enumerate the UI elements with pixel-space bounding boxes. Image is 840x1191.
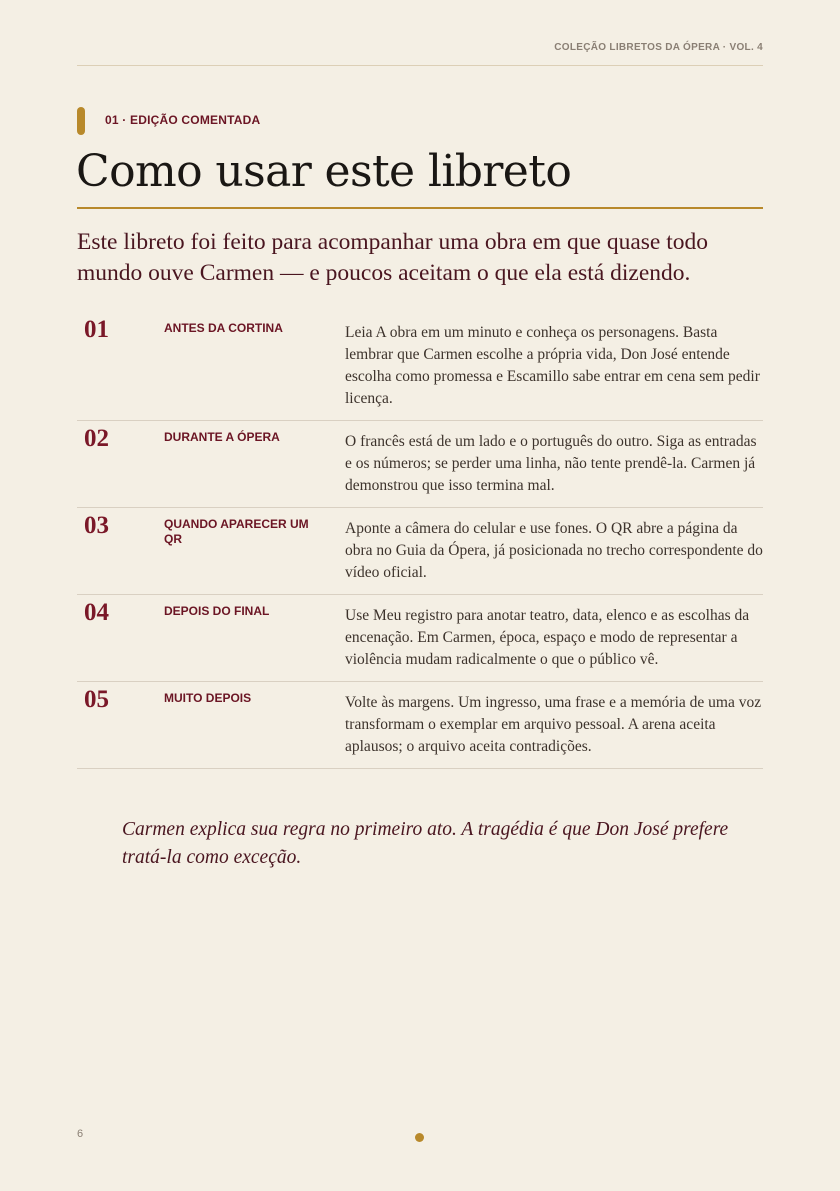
step-row [77, 595, 763, 682]
section-tag-label: 01 · EDIÇÃO COMENTADA [105, 113, 261, 127]
step-number: 03 [84, 512, 109, 539]
step-number: 05 [84, 686, 109, 713]
step-label: DURANTE A ÓPERA [164, 430, 280, 444]
lead-paragraph: Este libreto foi feito para acompanhar uma obra em que quase todo mundo ouve Carmen — e poucos aceitam o que ela está dizendo. [77, 229, 709, 286]
page-number: 6 [77, 1128, 84, 1140]
footer-ornament-dot [415, 1133, 424, 1142]
title-divider [77, 207, 763, 209]
running-header: COLEÇÃO LIBRETOS DA ÓPERA · VOL. 4 [554, 42, 763, 53]
steps-list [77, 312, 763, 769]
step-text: Use Meu registro para anotar teatro, data, elenco e as escolhas da encenação. Em Carmen, época, espaço e modo de representar a violência mudam radicalmente o que o público vê. [345, 607, 750, 668]
step-text: Leia A obra em um minuto e conheça os personagens. Basta lembrar que Carmen escolhe a própria vida, Don José entende escolha como promessa e Escamillo sabe entrar em cena sem pedir licença. [345, 324, 760, 407]
header-divider [77, 65, 763, 66]
step-text: O francês está de um lado e o português do outro. Siga as entradas e os números; se perder uma linha, não tente prendê-la. Carmen já demonstrou que isso termina mal. [345, 433, 757, 494]
section-tag-bar [77, 107, 85, 135]
step-row [77, 508, 763, 595]
step-text: Aponte a câmera do celular e use fones. O QR abre a página da obra no Guia da Ópera, já posicionada no trecho correspondente do vídeo oficial. [345, 520, 763, 581]
step-row [77, 312, 763, 421]
step-label: QUANDO APARECER UM QR [164, 517, 309, 546]
step-number: 01 [84, 316, 109, 343]
step-row [77, 421, 763, 508]
step-label: DEPOIS DO FINAL [164, 604, 270, 618]
step-text: Volte às margens. Um ingresso, uma frase e a memória de uma voz transformam o exemplar em arquivo pessoal. A arena aceita aplausos; o arquivo aceita contradições. [345, 694, 762, 755]
closing-quote: Carmen explica sua regra no primeiro ato. A tragédia é que Don José prefere tratá-la como exceção. [122, 819, 729, 868]
step-number: 04 [84, 599, 109, 626]
step-row [77, 682, 763, 769]
step-number: 02 [84, 425, 109, 452]
step-label: ANTES DA CORTINA [164, 321, 283, 335]
page-title: Como usar este libreto [76, 146, 572, 197]
step-label: MUITO DEPOIS [164, 691, 252, 705]
